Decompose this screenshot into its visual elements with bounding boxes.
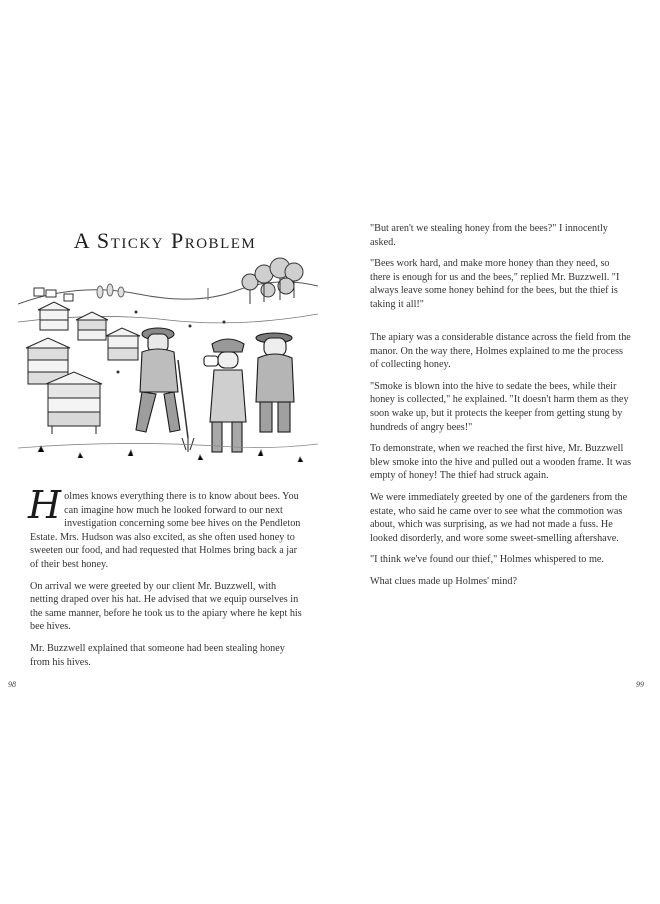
paragraph: What clues made up Holmes' mind? [370, 575, 517, 587]
paragraph: Mr. Buzzwell explained that someone had been stealing honey from his hives. [30, 642, 285, 668]
tree-cluster [242, 258, 303, 304]
paragraph: The apiary was a considerable distance across the field from the manor. On the way there, Holmes explained to me the process of collecting honey. [370, 332, 631, 371]
drop-cap: H [28, 483, 62, 527]
paragraph: To demonstrate, when we reached the first hive, Mr. Buzzwell blew smoke into the hive and pulled out a wooden frame. It was empty of honey! The thief had struck again. [370, 443, 632, 482]
paragraph: "Smoke is blown into the hive to sedate the bees, while their honey is collected," he explained. "It doesn't harm them as they soon wake up, but it protects the keeper from getting stung by hundreds of angry bees!" [370, 380, 629, 433]
page-number: 99 [636, 680, 644, 689]
paragraph: We were immediately greeted by one of the gardeners from the estate, who said he came over to see what the commotion was about, which was surprising, as we had not made a fuss. He looked disorderly, and wore some sweet-smelling aftershave. [370, 491, 628, 544]
beehive-middle [76, 312, 140, 360]
paragraph: "Bees work hard, and make more honey than they need, so there is enough for us and the bees," replied Mr. Buzzwell. "I always leave some honey behind for the bees, but the thief is taking it all!" [370, 258, 620, 310]
character-beekeeper [136, 328, 194, 452]
page-number: 98 [8, 680, 16, 689]
character-holmes [204, 339, 246, 452]
character-buzzwell [256, 333, 294, 432]
apiary-illustration [18, 252, 318, 474]
paragraph: On arrival we were greeted by our client Mr. Buzzwell, with netting draped over his hat. He advised that we equip ourselves in the same manner, before he took us to the apiary where he kept his bee hives. [30, 580, 302, 633]
paragraph: "I think we've found our thief," Holmes whispered to me. [370, 554, 604, 566]
paragraph: Holmes knows everything there is to know about bees. You can imagine how much he looked forward to our next investigation concerning some bee hives on the Pendleton Estate. Mrs. Hudson was also excited, as she often used honey to sweeten our food, and had requested that Holmes bring back a jar of their best honey. [28, 483, 301, 570]
right-page-text-bottom [370, 331, 632, 597]
chapter-title: A Sticky Problem [73, 228, 257, 253]
right-page-text-top [370, 222, 632, 320]
paragraph: "But aren't we stealing honey from the bees?" I innocently asked. [370, 223, 608, 248]
left-page-text [28, 483, 305, 677]
